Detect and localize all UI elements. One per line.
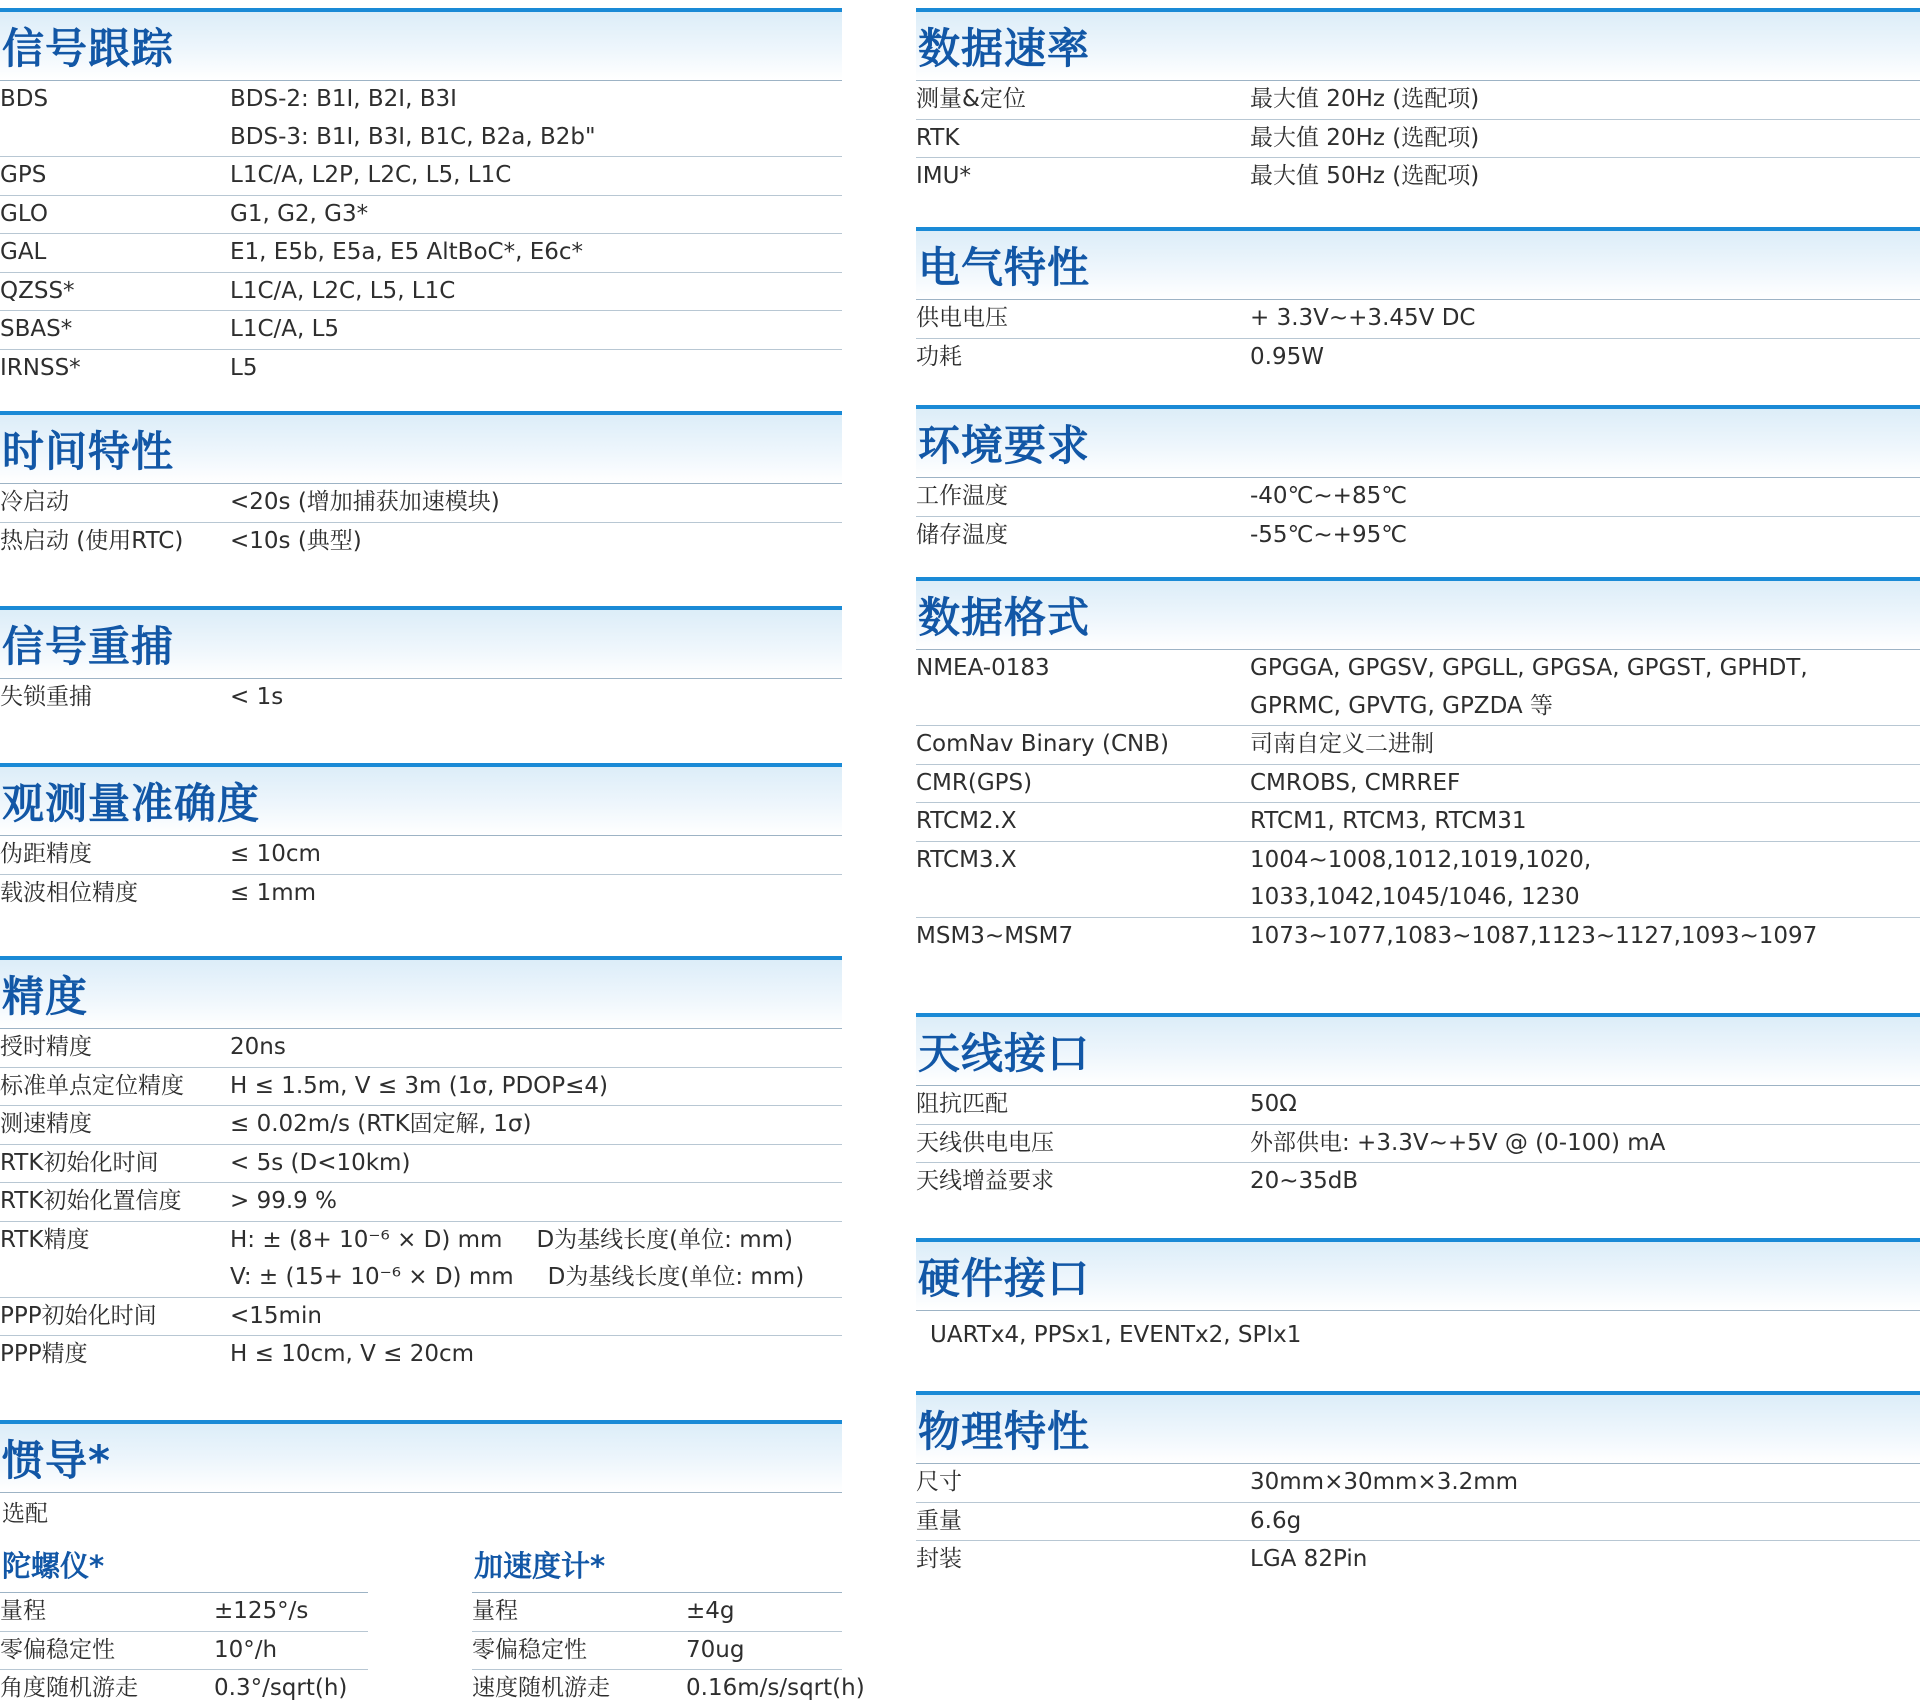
spec-value: 1073~1077,1083~1087,1123~1127,1093~1097 xyxy=(1250,922,1818,949)
section-header xyxy=(916,577,1920,649)
spec-value: 0.16m/s/sqrt(h) xyxy=(686,1675,865,1701)
spec-value: 20ns xyxy=(230,1034,286,1060)
section-title: 环境要求 xyxy=(918,421,1091,470)
accel-title: 加速度计* xyxy=(474,1549,606,1583)
spec-value-line xyxy=(0,119,842,157)
spec-row xyxy=(0,234,842,273)
section-title: 时间特性 xyxy=(2,427,175,476)
section-title: 观测量准确度 xyxy=(2,779,261,828)
spec-row xyxy=(0,836,842,875)
spec-table xyxy=(0,835,842,912)
spec-value: 1033,1042,1045/1046, 1230 xyxy=(1250,884,1580,910)
spec-key: 伪距精度 xyxy=(0,841,92,867)
spec-key: RTK初始化时间 xyxy=(0,1149,159,1176)
spec-value: 外部供电: +3.3V~+5V @ (0-100) mA xyxy=(1250,1129,1666,1156)
spec-row xyxy=(916,1541,1920,1579)
spec-key: ComNav Binary (CNB) xyxy=(916,731,1169,757)
spec-key: 零偏稳定性 xyxy=(0,1636,115,1663)
spec-value-line xyxy=(916,478,1920,516)
spec-value-line xyxy=(0,836,842,874)
section-header xyxy=(0,763,842,835)
spec-value: 70ug xyxy=(686,1636,745,1663)
spec-value-line xyxy=(0,311,842,349)
spec-table xyxy=(916,1085,1920,1201)
spec-row xyxy=(0,1145,842,1184)
spec-row xyxy=(916,300,1920,339)
spec-row xyxy=(916,120,1920,159)
spec-value: L1C/A, L2C, L5, L1C xyxy=(230,277,456,304)
section-data-format xyxy=(916,577,1920,955)
spec-value: LGA 82Pin xyxy=(1250,1546,1368,1572)
spec-value: E1, E5b, E5a, E5 AltBoC*, E6c* xyxy=(230,239,584,265)
spec-table xyxy=(916,1463,1920,1579)
spec-value: ≤ 0.02m/s (RTK固定解, 1σ) xyxy=(230,1111,532,1137)
spec-value-line xyxy=(0,1336,842,1374)
spec-key: 测量&定位 xyxy=(916,86,1026,112)
spec-key: 天线供电电压 xyxy=(916,1129,1054,1156)
spec-value: < 1s xyxy=(230,684,284,710)
spec-row xyxy=(916,1464,1920,1503)
spec-row xyxy=(0,1183,842,1222)
spec-value-line xyxy=(0,273,842,311)
spec-value-line xyxy=(0,196,842,234)
section-title: 天线接口 xyxy=(918,1029,1091,1078)
spec-value: GPRMC, GPVTG, GPZDA 等 xyxy=(1250,692,1553,719)
spec-key: SBAS* xyxy=(0,316,73,342)
spec-row xyxy=(0,1336,842,1374)
spec-value: <15min xyxy=(230,1302,322,1329)
spec-row xyxy=(0,875,842,913)
spec-value: 0.3°/sqrt(h) xyxy=(214,1675,348,1701)
spec-value-line xyxy=(0,234,842,272)
spec-table xyxy=(916,80,1920,196)
spec-value: > 99.9 % xyxy=(230,1188,337,1214)
spec-value-line xyxy=(916,1503,1920,1541)
spec-key: RTK初始化置信度 xyxy=(0,1188,182,1214)
spec-value: ±125°/s xyxy=(214,1598,309,1624)
spec-value-line xyxy=(916,1163,1920,1201)
spec-table xyxy=(916,299,1920,376)
spec-row xyxy=(0,1222,842,1298)
spec-row xyxy=(916,918,1920,956)
spec-key: CMR(GPS) xyxy=(916,769,1033,796)
spec-note: D为基线长度(单位: mm) xyxy=(536,1226,793,1253)
section-antenna xyxy=(916,1013,1920,1201)
spec-table xyxy=(0,678,842,717)
spec-value: -40℃~+85℃ xyxy=(1250,483,1408,509)
inertial-note: 选配 xyxy=(0,1492,842,1531)
spec-value-line xyxy=(0,81,842,119)
section-header xyxy=(0,956,842,1028)
spec-table xyxy=(0,80,842,387)
spec-value-line xyxy=(916,1086,1920,1124)
section-header xyxy=(916,1391,1920,1463)
spec-row xyxy=(0,81,842,157)
spec-table xyxy=(0,1028,842,1374)
spec-value: 10°/h xyxy=(214,1636,278,1663)
spec-value-line xyxy=(916,842,1920,880)
spec-key: 量程 xyxy=(0,1598,46,1624)
spec-key: NMEA-0183 xyxy=(916,655,1050,681)
spec-value-line xyxy=(916,1464,1920,1502)
spec-value-line xyxy=(916,517,1920,555)
accel-row xyxy=(472,1632,842,1671)
spec-row xyxy=(0,1068,842,1107)
gyro-row xyxy=(0,1670,368,1708)
spec-row xyxy=(0,1029,842,1068)
section-header xyxy=(916,1238,1920,1310)
spec-key: 阻抗匹配 xyxy=(916,1091,1008,1117)
section-header xyxy=(0,411,842,483)
spec-row xyxy=(916,81,1920,120)
section-inertial xyxy=(0,1420,842,1531)
section-title: 信号重捕 xyxy=(2,622,175,671)
spec-value-line xyxy=(0,1106,842,1144)
spec-value: ≤ 1mm xyxy=(230,879,317,906)
spec-value-line xyxy=(0,157,842,195)
spec-value: H ≤ 1.5m, V ≤ 3m (1σ, PDOP≤4) xyxy=(230,1072,609,1099)
spec-value: L1C/A, L5 xyxy=(230,316,340,342)
spec-row xyxy=(916,765,1920,804)
spec-key: 速度随机游走 xyxy=(472,1675,610,1701)
spec-value-line xyxy=(0,1259,842,1297)
spec-value: 最大值 50Hz (选配项) xyxy=(1250,163,1480,189)
spec-key: PPP精度 xyxy=(0,1341,88,1367)
spec-row xyxy=(0,196,842,235)
spec-value: BDS-2: B1I, B2I, B3I xyxy=(230,86,457,112)
spec-value-line xyxy=(916,158,1920,196)
section-title: 物理特性 xyxy=(918,1407,1091,1456)
section-header xyxy=(916,1013,1920,1085)
spec-key: GLO xyxy=(0,200,48,227)
spec-table xyxy=(916,649,1920,955)
spec-value-line xyxy=(916,650,1920,688)
section-title: 惯导* xyxy=(2,1436,111,1485)
section-header xyxy=(0,606,842,678)
spec-value: < 5s (D<10km) xyxy=(230,1149,411,1176)
spec-value: H ≤ 10cm, V ≤ 20cm xyxy=(230,1341,475,1367)
gyro-subsection xyxy=(0,1546,368,1708)
spec-value: 30mm×30mm×3.2mm xyxy=(1250,1469,1519,1495)
spec-row xyxy=(0,523,842,561)
spec-key: 重量 xyxy=(916,1507,962,1534)
spec-row xyxy=(0,273,842,312)
spec-row xyxy=(916,339,1920,377)
accel-row xyxy=(472,1670,865,1708)
section-header xyxy=(916,405,1920,477)
spec-key: QZSS* xyxy=(0,277,75,304)
section-title: 电气特性 xyxy=(918,243,1091,292)
section-observation-accuracy xyxy=(0,763,842,912)
spec-value-line xyxy=(916,803,1920,841)
section-title: 精度 xyxy=(2,972,89,1021)
spec-row xyxy=(916,1163,1920,1201)
spec-value-line xyxy=(916,339,1920,377)
spec-value: RTCM1, RTCM3, RTCM31 xyxy=(1250,808,1527,834)
spec-value: GPGGA, GPGSV, GPGLL, GPGSA, GPGST, GPHDT, xyxy=(1250,655,1808,681)
spec-key: 功耗 xyxy=(916,343,962,370)
spec-value-line xyxy=(0,350,842,388)
gyro-row xyxy=(0,1632,368,1671)
section-data-rate xyxy=(916,8,1920,196)
section-title: 数据速率 xyxy=(918,24,1091,73)
spec-value: <20s (增加捕获加速模块) xyxy=(230,489,500,515)
spec-value-line xyxy=(916,81,1920,119)
spec-value-line xyxy=(916,120,1920,158)
hardware-interfaces: UARTx4, PPSx1, EVENTx2, SPIx1 xyxy=(916,1310,1920,1354)
spec-value: V: ± (15+ 10⁻⁶ × D) mm xyxy=(230,1264,514,1290)
spec-row xyxy=(0,311,842,350)
spec-value: + 3.3V~+3.45V DC xyxy=(1250,305,1476,331)
section-header xyxy=(916,8,1920,80)
spec-value-line xyxy=(916,765,1920,803)
spec-value-line xyxy=(0,1029,842,1067)
gyro-row xyxy=(0,1593,368,1632)
spec-value: 20~35dB xyxy=(1250,1168,1359,1194)
spec-row xyxy=(916,478,1920,517)
section-signal-reacquisition xyxy=(0,606,842,717)
spec-row xyxy=(0,679,842,717)
spec-key: 封装 xyxy=(916,1546,962,1572)
spec-value: CMROBS, CMRREF xyxy=(1250,769,1461,796)
section-title: 信号跟踪 xyxy=(2,24,175,73)
spec-value: -55℃~+95℃ xyxy=(1250,521,1408,548)
spec-key: BDS xyxy=(0,86,49,112)
spec-key: 天线增益要求 xyxy=(916,1168,1054,1194)
spec-row xyxy=(0,1106,842,1145)
section-title: 硬件接口 xyxy=(918,1254,1091,1303)
section-header xyxy=(916,227,1920,299)
gyro-title: 陀螺仪* xyxy=(2,1549,105,1583)
spec-key: MSM3~MSM7 xyxy=(916,922,1074,949)
section-physical xyxy=(916,1391,1920,1579)
gyro-table xyxy=(0,1592,368,1708)
spec-value-line xyxy=(916,688,1920,726)
spec-key: RTK精度 xyxy=(0,1226,90,1253)
spec-value-line xyxy=(916,1541,1920,1579)
spec-value: 司南自定义二进制 xyxy=(1250,731,1434,757)
spec-value: 0.95W xyxy=(1250,343,1324,370)
spec-value: BDS-3: B1I, B3I, B1C, B2a, B2b" xyxy=(230,123,596,150)
spec-value-line xyxy=(916,879,1920,917)
spec-value-line xyxy=(916,300,1920,338)
spec-key: 量程 xyxy=(472,1598,518,1624)
spec-key: RTK xyxy=(916,124,960,151)
section-header xyxy=(0,8,842,80)
spec-value: ≤ 10cm xyxy=(230,841,321,867)
spec-key: 尺寸 xyxy=(916,1469,962,1495)
spec-row xyxy=(916,842,1920,918)
spec-key: 失锁重捕 xyxy=(0,684,92,710)
spec-key: 供电电压 xyxy=(916,305,1008,331)
spec-row xyxy=(0,350,842,388)
spec-key: 载波相位精度 xyxy=(0,879,138,906)
spec-key: 角度随机游走 xyxy=(0,1675,138,1701)
spec-key: RTCM2.X xyxy=(916,808,1017,834)
section-precision xyxy=(0,956,842,1374)
accel-subsection xyxy=(472,1546,865,1708)
spec-row xyxy=(916,517,1920,555)
spec-value: H: ± (8+ 10⁻⁶ × D) mm xyxy=(230,1226,503,1253)
spec-value: <10s (典型) xyxy=(230,527,362,554)
spec-key: 储存温度 xyxy=(916,521,1008,548)
spec-key: 标准单点定位精度 xyxy=(0,1072,184,1099)
spec-value: L1C/A, L2P, L2C, L5, L1C xyxy=(230,162,512,188)
section-title: 数据格式 xyxy=(918,593,1091,642)
spec-key: PPP初始化时间 xyxy=(0,1302,157,1329)
spec-row xyxy=(916,158,1920,196)
section-time-characteristics xyxy=(0,411,842,560)
spec-row xyxy=(916,1125,1920,1164)
section-header xyxy=(0,1420,842,1492)
spec-value: 最大值 20Hz (选配项) xyxy=(1250,124,1480,151)
spec-key: IMU* xyxy=(916,163,971,189)
spec-row xyxy=(0,1298,842,1337)
spec-value-line xyxy=(0,679,842,717)
spec-value-line xyxy=(0,484,842,522)
accel-row xyxy=(472,1593,842,1632)
spec-value: 最大值 20Hz (选配项) xyxy=(1250,86,1480,112)
section-signal-tracking xyxy=(0,8,842,387)
spec-key: 工作温度 xyxy=(916,483,1008,509)
spec-table xyxy=(0,483,842,560)
spec-value: 1004~1008,1012,1019,1020, xyxy=(1250,846,1592,873)
spec-table xyxy=(916,477,1920,554)
spec-value-line xyxy=(0,1222,842,1260)
section-hardware xyxy=(916,1238,1920,1354)
spec-key: GAL xyxy=(0,239,47,265)
spec-key: RTCM3.X xyxy=(916,846,1017,873)
accel-table xyxy=(472,1592,865,1708)
spec-value: G1, G2, G3* xyxy=(230,200,369,227)
spec-value: L5 xyxy=(230,354,258,381)
section-electrical xyxy=(916,227,1920,376)
spec-value: 6.6g xyxy=(1250,1507,1302,1534)
spec-key: 测速精度 xyxy=(0,1111,92,1137)
spec-row xyxy=(916,1086,1920,1125)
spec-note: D为基线长度(单位: mm) xyxy=(547,1264,805,1290)
spec-row xyxy=(916,1503,1920,1542)
spec-key: 授时精度 xyxy=(0,1034,92,1060)
spec-row xyxy=(916,726,1920,765)
spec-value: 50Ω xyxy=(1250,1091,1297,1117)
spec-key: 热启动 (使用RTC) xyxy=(0,527,184,554)
spec-row xyxy=(916,803,1920,842)
spec-value: ±4g xyxy=(686,1598,735,1624)
section-environment xyxy=(916,405,1920,554)
spec-key: GPS xyxy=(0,162,47,188)
spec-value-line xyxy=(916,1125,1920,1163)
spec-row xyxy=(0,157,842,196)
spec-key: 冷启动 xyxy=(0,489,69,515)
spec-key: 零偏稳定性 xyxy=(472,1636,587,1663)
spec-row xyxy=(916,650,1920,726)
spec-key: IRNSS* xyxy=(0,354,81,381)
spec-row xyxy=(0,484,842,523)
